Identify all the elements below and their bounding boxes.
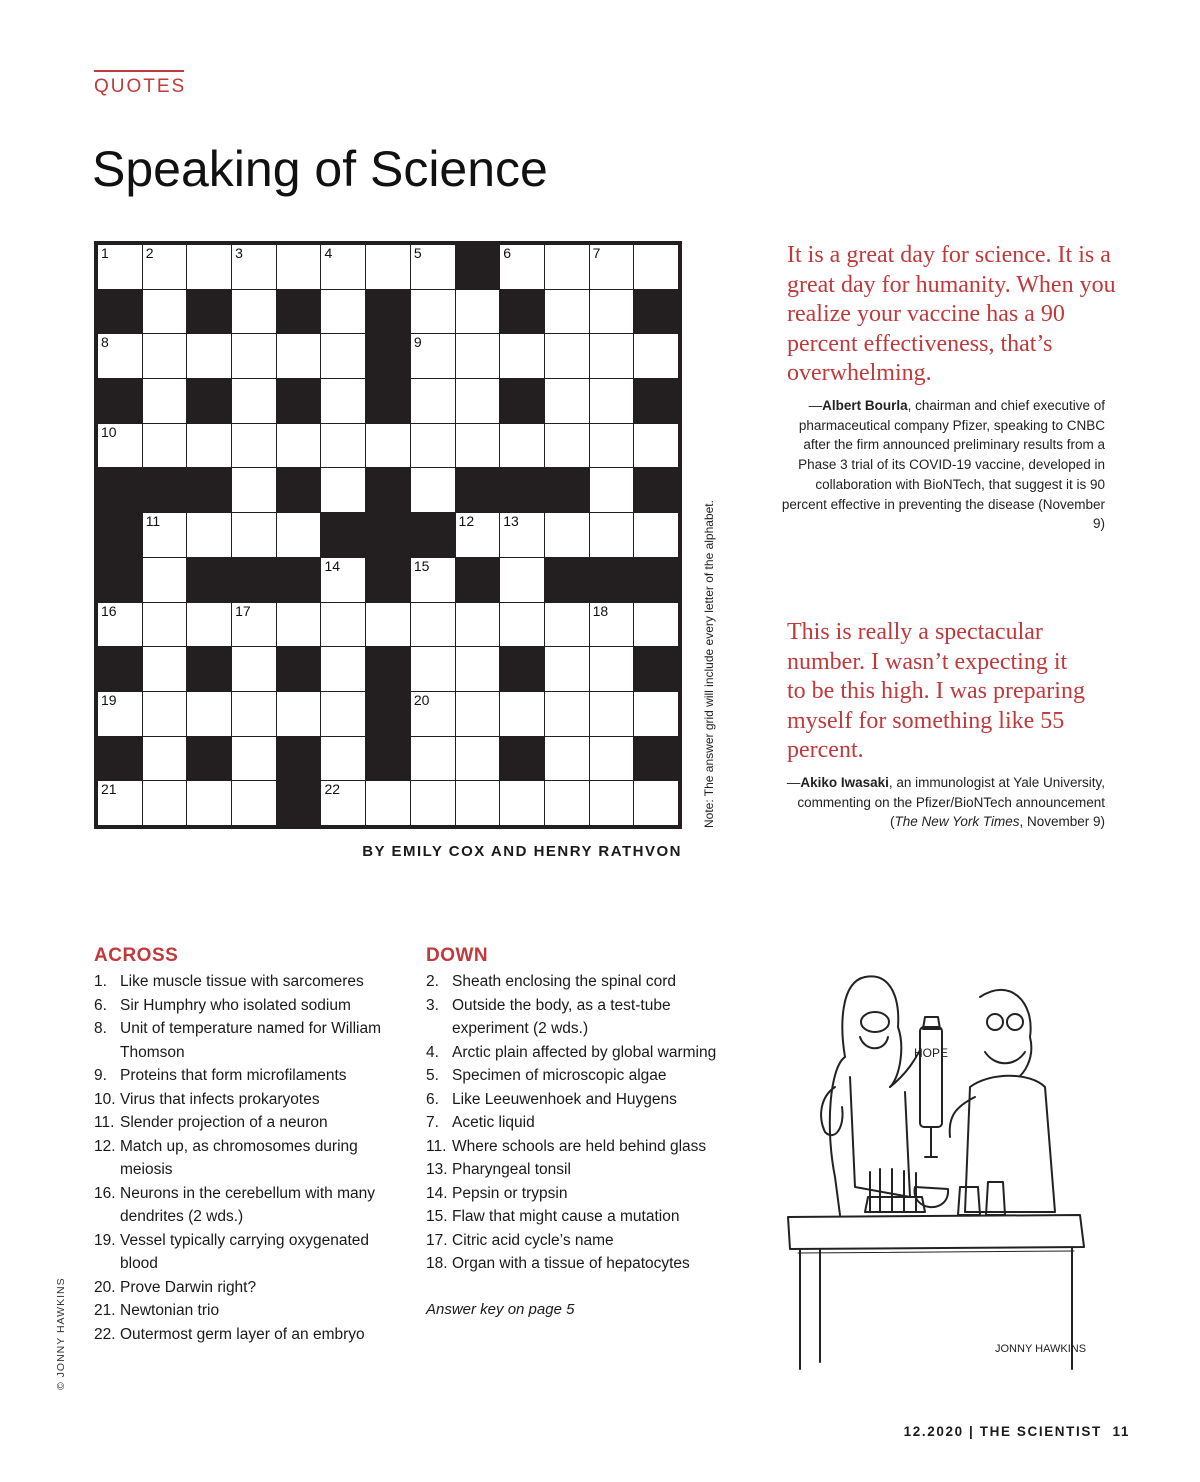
crossword-cell[interactable] — [321, 468, 365, 512]
crossword-cell[interactable] — [590, 468, 634, 512]
clue-number: 20. — [94, 1278, 116, 1296]
crossword-black-cell — [98, 647, 142, 691]
crossword-black-cell — [98, 468, 142, 512]
crossword-black-cell — [277, 379, 321, 423]
page-footer — [860, 1424, 1130, 1439]
crossword-cell[interactable] — [456, 781, 500, 825]
crossword-black-cell — [366, 334, 410, 378]
crossword-black-cell — [187, 647, 231, 691]
down-clue — [426, 994, 736, 1041]
clue-number: 17. — [426, 1231, 448, 1249]
across-clue — [94, 1135, 404, 1182]
clue-text: Arctic plain affected by global warming — [452, 1043, 717, 1061]
crossword-cell-number: 13 — [503, 513, 519, 530]
crossword-black-cell — [277, 290, 321, 334]
crossword-black-cell — [500, 737, 544, 781]
clue-text: Citric acid cycle’s name — [452, 1231, 614, 1249]
crossword-cell[interactable] — [143, 692, 187, 736]
crossword-cell[interactable] — [411, 379, 455, 423]
clue-number: 8. — [94, 1020, 107, 1037]
crossword-cell[interactable] — [456, 290, 500, 334]
crossword-cell[interactable] — [500, 424, 544, 468]
crossword-cell[interactable] — [321, 379, 365, 423]
quote-attribution-1: —Albert Bourla, chairman and chief executive of pharmaceutical company Pfizer, speaking to CNBC after the firm announced preliminary results from a Phase 3 trial of its COVID-19 vaccine, developed in collaboration with BioNTech, that suggest it is 90 percent effective in preventing the disease (November 9) — [781, 398, 1105, 532]
answer-key-note: Answer key on page 5 — [426, 1301, 575, 1318]
crossword-cell[interactable] — [411, 334, 455, 378]
clue-text: Like muscle tissue with sarcomeres — [120, 973, 364, 990]
crossword-black-cell — [277, 468, 321, 512]
crossword-cell[interactable] — [456, 513, 500, 557]
crossword-cell[interactable] — [143, 245, 187, 289]
crossword-cell[interactable] — [411, 692, 455, 736]
cartoon-illustration — [780, 957, 1102, 1377]
cartoon-hope-label: HOPE — [913, 1046, 949, 1060]
crossword-cell-number: 10 — [101, 423, 117, 440]
clue-text: Sheath enclosing the spinal cord — [452, 973, 677, 990]
crossword-cell[interactable] — [187, 513, 231, 557]
clue-text: Pepsin or trypsin — [452, 1184, 568, 1202]
crossword-cell[interactable] — [634, 692, 678, 736]
crossword-cell-number: 3 — [235, 245, 243, 261]
crossword-black-cell — [500, 290, 544, 334]
clue-number: 22. — [94, 1325, 116, 1343]
across-clue-list — [94, 970, 404, 1346]
crossword-cell[interactable] — [277, 424, 321, 468]
page-title: Speaking of Science — [92, 141, 548, 197]
crossword-cell[interactable] — [321, 290, 365, 334]
crossword-cell[interactable] — [545, 647, 589, 691]
crossword-black-cell — [545, 558, 589, 602]
quote-speaker-2: Akiko Iwasaki — [800, 775, 889, 790]
across-clue — [94, 1017, 404, 1064]
crossword-grid[interactable] — [94, 241, 682, 829]
crossword-cell[interactable] — [277, 692, 321, 736]
crossword-black-cell — [634, 290, 678, 334]
crossword-cell[interactable] — [321, 781, 365, 825]
crossword-cell[interactable] — [500, 781, 544, 825]
crossword-cell[interactable] — [232, 424, 276, 468]
crossword-black-cell — [98, 737, 142, 781]
crossword-cell-number: 11 — [145, 513, 161, 530]
quote-speaker-1: Albert Bourla — [822, 398, 908, 413]
crossword-cell[interactable] — [277, 334, 321, 378]
crossword-note: Note: The answer grid will include every letter of the alphabet. — [702, 500, 716, 828]
crossword-cell[interactable] — [143, 334, 187, 378]
clue-number: 12. — [94, 1137, 116, 1155]
crossword-cell-number: 16 — [101, 602, 117, 619]
crossword-cell-number: 17 — [235, 602, 251, 619]
crossword-cell[interactable] — [411, 558, 455, 602]
crossword-cell[interactable] — [456, 334, 500, 378]
clue-number: 13. — [426, 1161, 448, 1178]
crossword-cell[interactable] — [277, 245, 321, 289]
crossword-black-cell — [187, 290, 231, 334]
crossword-cell[interactable] — [143, 603, 187, 647]
clue-text: Pharyngeal tonsil — [452, 1161, 571, 1178]
across-heading: ACROSS — [94, 945, 179, 966]
crossword-black-cell — [366, 692, 410, 736]
clue-number: 21. — [94, 1302, 116, 1319]
clue-number: 2. — [426, 973, 439, 990]
crossword-black-cell — [366, 737, 410, 781]
across-clue — [94, 1182, 404, 1229]
crossword-cell[interactable] — [321, 647, 365, 691]
crossword-black-cell — [590, 558, 634, 602]
crossword-cell[interactable] — [321, 558, 365, 602]
crossword-cell[interactable] — [634, 603, 678, 647]
crossword-cell[interactable] — [321, 245, 365, 289]
footer-publication: 12.2020 | THE SCIENTIST — [903, 1424, 1102, 1439]
clue-text: Flaw that might cause a mutation — [452, 1208, 680, 1225]
crossword-black-cell — [500, 647, 544, 691]
crossword-black-cell — [500, 379, 544, 423]
crossword-black-cell — [366, 647, 410, 691]
crossword-black-cell — [545, 468, 589, 512]
clue-text: Neurons in the cerebellum with many dendrites (2 wds.) — [120, 1184, 376, 1225]
crossword-cell[interactable] — [232, 379, 276, 423]
crossword-black-cell — [366, 379, 410, 423]
crossword-black-cell — [98, 379, 142, 423]
crossword-cell[interactable] — [590, 379, 634, 423]
crossword-cell-number: 8 — [101, 334, 109, 351]
crossword-black-cell — [232, 558, 276, 602]
page-number: 11 — [1112, 1424, 1130, 1439]
clue-text: Where schools are held behind glass — [452, 1137, 707, 1155]
crossword-cell[interactable] — [143, 737, 187, 781]
clue-number: 4. — [426, 1043, 439, 1061]
clue-text: Newtonian trio — [120, 1302, 220, 1319]
crossword-cell[interactable] — [232, 245, 276, 289]
clue-text: Specimen of microscopic algae — [452, 1067, 667, 1084]
crossword-cell[interactable] — [590, 513, 634, 557]
crossword-cell-number: 6 — [503, 245, 512, 261]
crossword-black-cell — [187, 379, 231, 423]
clue-text: Like Leeuwenhoek and Huygens — [452, 1090, 677, 1108]
crossword-cell[interactable] — [187, 334, 231, 378]
crossword-cell-number: 9 — [413, 334, 422, 351]
quote-attribution-2: —Akiko Iwasaki, an immunologist at Yale University, commenting on the Pfizer/BioNTech announcement (The New York Times, November 9) — [786, 775, 1105, 830]
crossword-cell[interactable] — [590, 334, 634, 378]
clue-number: 11. — [426, 1137, 447, 1155]
down-clue — [426, 1088, 736, 1112]
across-clue — [94, 1111, 404, 1135]
down-heading: DOWN — [426, 945, 489, 966]
crossword-cell[interactable] — [411, 290, 455, 334]
crossword-cell[interactable] — [634, 245, 678, 289]
crossword-cell[interactable] — [500, 334, 544, 378]
crossword-black-cell — [456, 245, 500, 289]
clue-number: 1. — [94, 973, 107, 990]
crossword-cell[interactable] — [277, 513, 321, 557]
crossword-cell[interactable] — [500, 603, 544, 647]
crossword-cell[interactable] — [143, 513, 187, 557]
crossword-black-cell — [634, 468, 678, 512]
crossword-black-cell — [277, 647, 321, 691]
crossword-cell[interactable] — [98, 424, 142, 468]
down-clue — [426, 1135, 736, 1159]
crossword-cell[interactable] — [187, 692, 231, 736]
crossword-cell-number: 19 — [101, 691, 117, 708]
crossword-cell[interactable] — [411, 468, 455, 512]
crossword-cell[interactable] — [545, 290, 589, 334]
crossword-cell[interactable] — [321, 692, 365, 736]
crossword-cell[interactable] — [500, 513, 544, 557]
clue-number: 9. — [94, 1067, 107, 1084]
crossword-cell[interactable] — [232, 334, 276, 378]
crossword-cell-number: 4 — [324, 245, 333, 261]
across-clue — [94, 1323, 404, 1347]
crossword-black-cell — [98, 558, 142, 602]
crossword-cell[interactable] — [545, 513, 589, 557]
crossword-cell[interactable] — [232, 692, 276, 736]
down-clue — [426, 1252, 736, 1276]
section-rule — [94, 70, 184, 72]
across-clue — [94, 1064, 404, 1088]
section-label: QUOTES — [94, 76, 187, 97]
crossword-black-cell — [143, 468, 187, 512]
down-clue — [426, 1111, 736, 1135]
clue-text: Organ with a tissue of hepatocytes — [452, 1255, 690, 1272]
crossword-black-cell — [456, 558, 500, 602]
clue-text: Vessel typically carrying oxygenated blood — [120, 1231, 369, 1272]
crossword-cell[interactable] — [143, 781, 187, 825]
clue-text: Virus that infects prokaryotes — [120, 1090, 320, 1108]
crossword-black-cell — [98, 290, 142, 334]
crossword-cell-number: 2 — [145, 245, 154, 261]
crossword-cell[interactable] — [590, 737, 634, 781]
quote-text-2: This is really a spectacular number. I wasn’t expecting it to be this high. I was preparing myself for something like 55 percent. — [787, 619, 1085, 763]
crossword-cell[interactable] — [590, 245, 634, 289]
crossword-cell[interactable] — [143, 647, 187, 691]
across-clue — [94, 1088, 404, 1112]
crossword-cell[interactable] — [545, 603, 589, 647]
crossword-black-cell — [277, 558, 321, 602]
crossword-black-cell — [634, 737, 678, 781]
clue-number: 19. — [94, 1231, 116, 1249]
crossword-cell-number: 21 — [101, 781, 117, 798]
clue-text: Sir Humphry who isolated sodium — [120, 996, 351, 1014]
quote-source-2: The New York Times — [894, 814, 1020, 830]
crossword-black-cell — [187, 468, 231, 512]
crossword-cell[interactable] — [411, 781, 455, 825]
crossword-black-cell — [187, 558, 231, 602]
crossword-cell[interactable] — [187, 424, 231, 468]
photo-credit: © JONNY HAWKINS — [55, 1277, 67, 1390]
crossword-cell[interactable] — [232, 468, 276, 512]
crossword-cell[interactable] — [143, 379, 187, 423]
crossword-black-cell — [277, 781, 321, 825]
crossword-cell[interactable] — [590, 692, 634, 736]
clue-text: Prove Darwin right? — [120, 1278, 257, 1296]
crossword-cell[interactable] — [590, 424, 634, 468]
crossword-black-cell — [634, 647, 678, 691]
down-clue — [426, 1205, 736, 1229]
crossword-black-cell — [366, 558, 410, 602]
crossword-cell[interactable] — [456, 647, 500, 691]
crossword-cell[interactable] — [411, 647, 455, 691]
crossword-cell-number: 7 — [592, 245, 601, 261]
crossword-cell[interactable] — [277, 603, 321, 647]
crossword-black-cell — [500, 468, 544, 512]
crossword-cell-number: 1 — [101, 245, 109, 261]
crossword-black-cell — [187, 737, 231, 781]
crossword-cell[interactable] — [545, 781, 589, 825]
crossword-cell[interactable] — [590, 603, 634, 647]
crossword-cell[interactable] — [634, 424, 678, 468]
crossword-cell[interactable] — [545, 245, 589, 289]
crossword-black-cell — [321, 513, 365, 557]
crossword-cell[interactable] — [411, 737, 455, 781]
crossword-cell[interactable] — [500, 692, 544, 736]
crossword-cell[interactable] — [590, 647, 634, 691]
crossword-cell[interactable] — [456, 424, 500, 468]
crossword-cell[interactable] — [187, 245, 231, 289]
crossword-cell-number: 20 — [413, 691, 430, 708]
clue-number: 7. — [426, 1114, 439, 1131]
crossword-cell[interactable] — [98, 334, 142, 378]
crossword-cell-number: 5 — [413, 245, 422, 261]
crossword-cell[interactable] — [456, 379, 500, 423]
crossword-black-cell — [366, 290, 410, 334]
crossword-cell[interactable] — [545, 737, 589, 781]
crossword-cell[interactable] — [98, 603, 142, 647]
crossword-cell[interactable] — [321, 334, 365, 378]
clue-text: Slender projection of a neuron — [120, 1114, 328, 1131]
down-clue — [426, 1158, 736, 1182]
crossword-cell[interactable] — [634, 513, 678, 557]
crossword-cell[interactable] — [545, 424, 589, 468]
crossword-cell[interactable] — [590, 781, 634, 825]
crossword-cell[interactable] — [456, 603, 500, 647]
clue-number: 18. — [426, 1255, 448, 1272]
across-clue — [94, 1276, 404, 1300]
across-clue — [94, 1299, 404, 1323]
clue-text: Match up, as chromosomes during meiosis — [120, 1137, 358, 1178]
crossword-cell[interactable] — [321, 424, 365, 468]
crossword-cell[interactable] — [634, 334, 678, 378]
crossword-cell[interactable] — [545, 692, 589, 736]
clue-number: 14. — [426, 1184, 448, 1202]
crossword-cell[interactable] — [232, 513, 276, 557]
crossword-cell[interactable] — [366, 781, 410, 825]
crossword-black-cell — [634, 558, 678, 602]
crossword-black-cell — [634, 379, 678, 423]
across-clue — [94, 1229, 404, 1276]
crossword-cell-number: 15 — [413, 557, 430, 574]
crossword-cell[interactable] — [500, 558, 544, 602]
crossword-black-cell — [456, 468, 500, 512]
clue-number: 16. — [94, 1184, 116, 1202]
clue-text: Unit of temperature named for William Thomson — [120, 1020, 382, 1061]
cartoon-signature: JONNY HAWKINS — [995, 1343, 1087, 1355]
down-clue — [426, 1041, 736, 1065]
crossword-cell[interactable] — [143, 424, 187, 468]
down-clue — [426, 1229, 736, 1253]
crossword-cell[interactable] — [411, 603, 455, 647]
clue-number: 11. — [94, 1114, 115, 1131]
crossword-black-cell — [366, 513, 410, 557]
crossword-cell[interactable] — [590, 290, 634, 334]
crossword-cell[interactable] — [232, 737, 276, 781]
clue-text: Outermost germ layer of an embryo — [120, 1325, 365, 1343]
clue-number: 3. — [426, 996, 439, 1014]
crossword-cell[interactable] — [187, 603, 231, 647]
crossword-black-cell — [277, 737, 321, 781]
crossword-cell[interactable] — [366, 245, 410, 289]
down-clue — [426, 970, 736, 994]
down-clue — [426, 1064, 736, 1088]
crossword-black-cell — [411, 513, 455, 557]
crossword-cell[interactable] — [98, 692, 142, 736]
clue-number: 15. — [426, 1208, 448, 1225]
quote-text-1: It is a great day for science. It is a great day for humanity. When you realize your vaccine has a 90 percent effectiveness, that’s overwhelming. — [787, 242, 1116, 386]
crossword-cell[interactable] — [187, 781, 231, 825]
crossword-cell[interactable] — [232, 290, 276, 334]
crossword-cell[interactable] — [545, 379, 589, 423]
clue-text: Outside the body, as a test-tube experiment (2 wds.) — [452, 996, 671, 1037]
crossword-cell[interactable] — [366, 424, 410, 468]
crossword-cell-number: 22 — [324, 781, 341, 798]
across-clue — [94, 994, 404, 1018]
crossword-byline: BY EMILY COX AND HENRY RATHVON — [362, 843, 682, 860]
crossword-cell[interactable] — [98, 781, 142, 825]
crossword-cell-number: 12 — [458, 513, 475, 530]
crossword-cell[interactable] — [456, 737, 500, 781]
clue-number: 5. — [426, 1067, 439, 1084]
crossword-cell[interactable] — [143, 558, 187, 602]
clue-number: 6. — [94, 996, 107, 1014]
crossword-cell[interactable] — [456, 692, 500, 736]
down-clue — [426, 1182, 736, 1206]
crossword-cell[interactable] — [98, 245, 142, 289]
crossword-cell[interactable] — [321, 737, 365, 781]
down-clue-list — [426, 970, 736, 1276]
crossword-cell[interactable] — [232, 647, 276, 691]
crossword-cell[interactable] — [545, 334, 589, 378]
crossword-cell[interactable] — [232, 781, 276, 825]
clue-number: 6. — [426, 1090, 439, 1108]
crossword-cell[interactable] — [411, 424, 455, 468]
crossword-cell[interactable] — [321, 603, 365, 647]
crossword-cell[interactable] — [366, 603, 410, 647]
crossword-black-cell — [366, 468, 410, 512]
crossword-cell[interactable] — [411, 245, 455, 289]
clue-text: Acetic liquid — [452, 1114, 535, 1131]
crossword-cell[interactable] — [143, 290, 187, 334]
crossword-cell[interactable] — [232, 603, 276, 647]
clue-text: Proteins that form microfilaments — [120, 1067, 347, 1084]
clue-number: 10. — [94, 1090, 116, 1108]
crossword-cell-number: 18 — [592, 602, 609, 619]
crossword-cell[interactable] — [634, 781, 678, 825]
crossword-black-cell — [98, 513, 142, 557]
crossword-cell[interactable] — [500, 245, 544, 289]
crossword-cell-number: 14 — [324, 557, 341, 574]
across-clue — [94, 970, 404, 994]
